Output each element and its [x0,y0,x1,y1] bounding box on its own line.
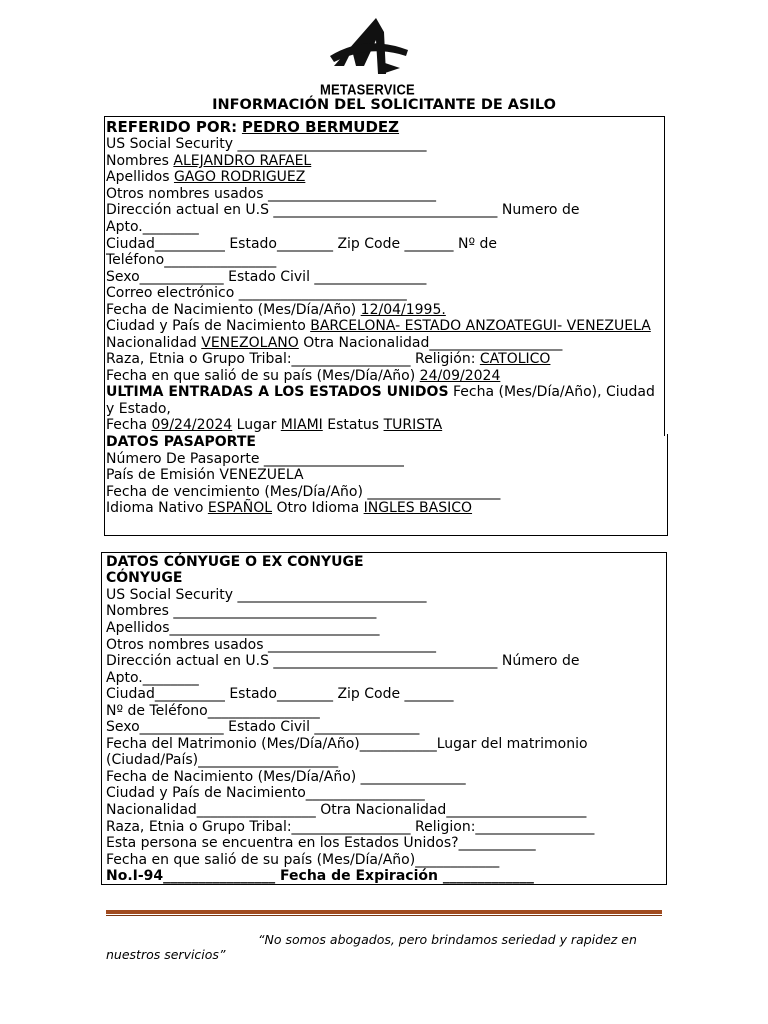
sex-civil-field: Sexo____________ Estado Civil ________________ [106,269,427,285]
ssn-field: US Social Security ___________________________ [106,136,427,152]
race-religion-row: Raza, Etnia o Grupo Tribal:_________________ Religión: CATOLICO [106,351,551,367]
nationality-value: VENEZOLANO [201,335,299,351]
referred-by-value: PEDRO BERMUDEZ [241,118,400,136]
departure-value: 24/09/2024 [419,368,501,384]
spouse-departure-field: Fecha en que salió de su país (Mes/Día/Año)____________ [106,852,500,868]
spouse-phone-field: Nº de Teléfono________________ [106,703,320,719]
spouse-race-religion-field: Raza, Etnia o Grupo Tribal:_________________ Religion:_________________ [106,819,595,835]
footer-quote-line1: “No somos abogados, pero brindamos seriedad y rapidez en [258,932,637,947]
marriage-place-field: (Ciudad/País)____________________ [106,752,339,768]
apt-field: Apto.________ [106,219,199,235]
departure-row: Fecha en que salió de su país (Mes/Día/Año) 24/09/2024 [106,368,501,384]
spouse-in-us-field: Esta persona se encuentra en los Estados Unidos?___________ [106,835,536,851]
spouse-apt-field: Apto.________ [106,670,199,686]
language-row: Idioma Nativo ESPAÑOL Otro Idioma INGLES BASICO [106,500,473,516]
email-field: Correo electrónico ________________________ [106,285,407,301]
other-language-value: INGLES BASICO [363,500,473,516]
spouse-sex-civil-field: Sexo____________ Estado Civil _______________ [106,719,420,735]
passport-heading: DATOS PASAPORTE [106,434,256,450]
entry-date-value: 09/24/2024 [151,417,233,433]
names-row: Nombres ALEJANDRO RAFAEL [106,153,312,169]
dob-value: 12/04/1995. [360,302,446,318]
passport-country-field: País de Emisión VENEZUELA [106,467,304,483]
spouse-birthplace-field: Ciudad y País de Nacimiento_________________ [106,785,425,801]
names-value: ALEJANDRO RAFAEL [173,153,312,169]
i94-row: No.I-94________________ Fecha de Expiración _____________ [106,868,534,884]
referred-by-row: REFERIDO POR: PEDRO BERMUDEZ [106,118,400,136]
footer-divider-thin [106,915,662,916]
surnames-row: Apellidos GAGO RODRIGUEZ [106,169,306,185]
dob-row: Fecha de Nacimiento (Mes/Día/Año) 12/04/1995. [106,302,446,318]
last-entry-row: ULTIMA ENTRADAS A LOS ESTADOS UNIDOS Fecha (Mes/Día/Año), Ciudad [106,384,655,400]
spouse-dob-field: Fecha de Nacimiento (Mes/Día/Año) _______________ [106,769,466,785]
last-entry-row-cont: y Estado, [106,401,171,417]
spouse-subheading: CÓNYUGE [106,570,183,586]
entry-status-value: TURISTA [383,417,443,433]
city-state-zip-field: Ciudad__________ Estado________ Zip Code _______ Nº de [106,236,498,252]
passport-number-field: Número De Pasaporte ____________________ [106,451,404,467]
spouse-names-field: Nombres _____________________________ [106,603,377,619]
other-names-field: Otros nombres usados ________________________ [106,186,436,202]
footer-divider [106,910,662,914]
spouse-other-names-field: Otros nombres usados ________________________ [106,637,436,653]
footer-quote-line2: nuestros servicios” [106,947,226,962]
entry-place-value: MIAMI [280,417,323,433]
native-language-value: ESPAÑOL [207,500,273,516]
logo-emblem-icon [326,16,410,78]
entry-details-row: Fecha 09/24/2024 Lugar MIAMI Estatus TURISTA [106,417,443,433]
spouse-ssn-field: US Social Security ___________________________ [106,587,427,603]
surnames-value: GAGO RODRIGUEZ [173,169,306,185]
passport-expiry-field: Fecha de vencimiento (Mes/Día/Año) ___________________ [106,484,501,500]
spouse-surnames-field: Apellidos______________________________ [106,620,380,636]
marriage-date-field: Fecha del Matrimonio (Mes/Día/Año)___________Lugar del matrimonio [106,736,588,752]
page-title: INFORMACIÓN DEL SOLICITANTE DE ASILO [212,97,556,113]
spouse-heading: DATOS CÓNYUGE O EX CONYUGE [106,554,364,570]
religion-value: CATOLICO [479,351,551,367]
address-field: Dirección actual en U.S ________________________________ Numero de [106,202,580,218]
nationality-row: Nacionalidad VENEZOLANO Otra Nacionalidad___________________ [106,335,563,351]
spouse-address-field: Dirección actual en U.S ________________________________ Número de [106,653,580,669]
phone-field: Teléfono________________ [106,252,277,268]
logo-text: METASERVICE [320,80,415,99]
birthplace-value: BARCELONA- ESTADO ANZOATEGUI- VENEZUELA [310,318,651,334]
spouse-nationality-field: Nacionalidad_________________ Otra Nacionalidad____________________ [106,802,587,818]
spouse-city-field: Ciudad__________ Estado________ Zip Code _______ [106,686,454,702]
birthplace-row: Ciudad y País de Nacimiento BARCELONA- ESTADO ANZOATEGUI- VENEZUELA [106,318,651,334]
metaservice-logo [320,16,414,100]
